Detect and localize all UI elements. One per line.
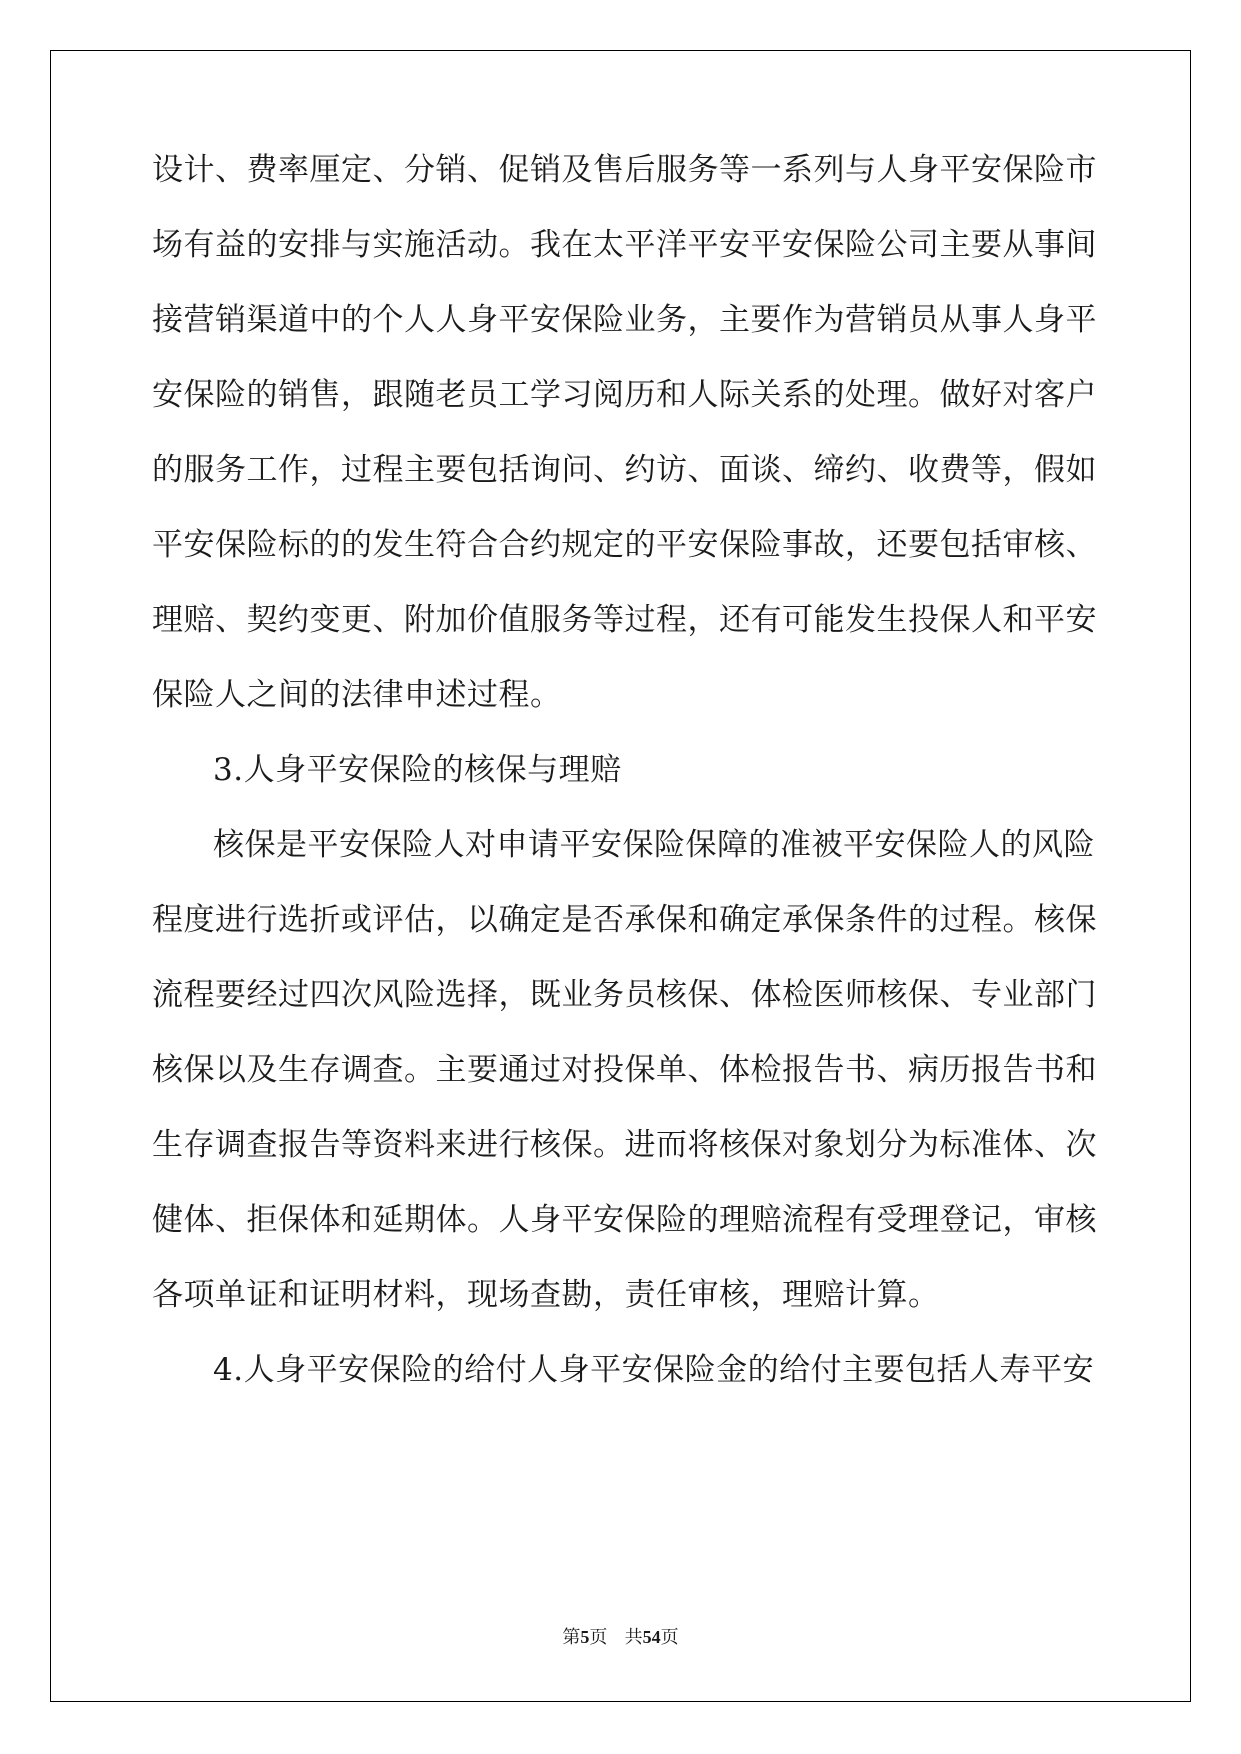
- section-heading: 3.人身平安保险的核保与理赔: [213, 752, 622, 788]
- paragraph-line: 核保是平安保险人对申请平安保险保障的准被平安保险人的风险: [213, 827, 1095, 863]
- paragraph-line: 各项单证和证明材料，现场查勘，责任审核，理赔计算。: [152, 1277, 940, 1313]
- paragraph-line: 的服务工作，过程主要包括询问、约访、面谈、缔约、收费等，假如: [152, 452, 1097, 488]
- paragraph-line: 设计、费率厘定、分销、促销及售后服务等一系列与人身平安保险市: [152, 152, 1097, 188]
- page-suffix: 页: [589, 1627, 608, 1648]
- total-pages: 54: [642, 1627, 661, 1647]
- paragraph-line: 平安保险标的的发生符合合约规定的平安保险事故，还要包括审核、: [152, 527, 1097, 563]
- paragraph-line: 理赔、契约变更、附加价值服务等过程，还有可能发生投保人和平安: [152, 602, 1097, 638]
- section-heading: 4.人身平安保险的给付人身平安保险金的给付主要包括人寿平安: [213, 1352, 1095, 1388]
- paragraph-line: 安保险的销售，跟随老员工学习阅历和人际关系的处理。做好对客户: [152, 377, 1097, 413]
- page-footer: [0, 1625, 1241, 1650]
- paragraph-line: 接营销渠道中的个人人身平安保险业务，主要作为营销员从事人身平: [152, 302, 1097, 338]
- paragraph-line: 场有益的安排与实施活动。我在太平洋平安平安保险公司主要从事间: [152, 227, 1097, 263]
- page-prefix: 第: [562, 1627, 581, 1648]
- paragraph-line: 保险人之间的法律申述过程。: [152, 677, 562, 713]
- paragraph-line: 健体、拒保体和延期体。人身平安保险的理赔流程有受理登记，审核: [152, 1202, 1097, 1238]
- total-suffix: 页: [660, 1627, 679, 1648]
- paragraph-line: 生存调查报告等资料来进行核保。进而将核保对象划分为标准体、次: [152, 1127, 1097, 1163]
- paragraph-line: 核保以及生存调查。主要通过对投保单、体检报告书、病历报告书和: [152, 1052, 1097, 1088]
- total-prefix: 共: [624, 1627, 643, 1648]
- page-border: [50, 50, 1191, 1702]
- paragraph-line: 程度进行选折或评估，以确定是否承保和确定承保条件的过程。核保: [152, 902, 1097, 938]
- page-number: 5: [580, 1627, 590, 1647]
- paragraph-line: 流程要经过四次风险选择，既业务员核保、体检医师核保、专业部门: [152, 977, 1097, 1013]
